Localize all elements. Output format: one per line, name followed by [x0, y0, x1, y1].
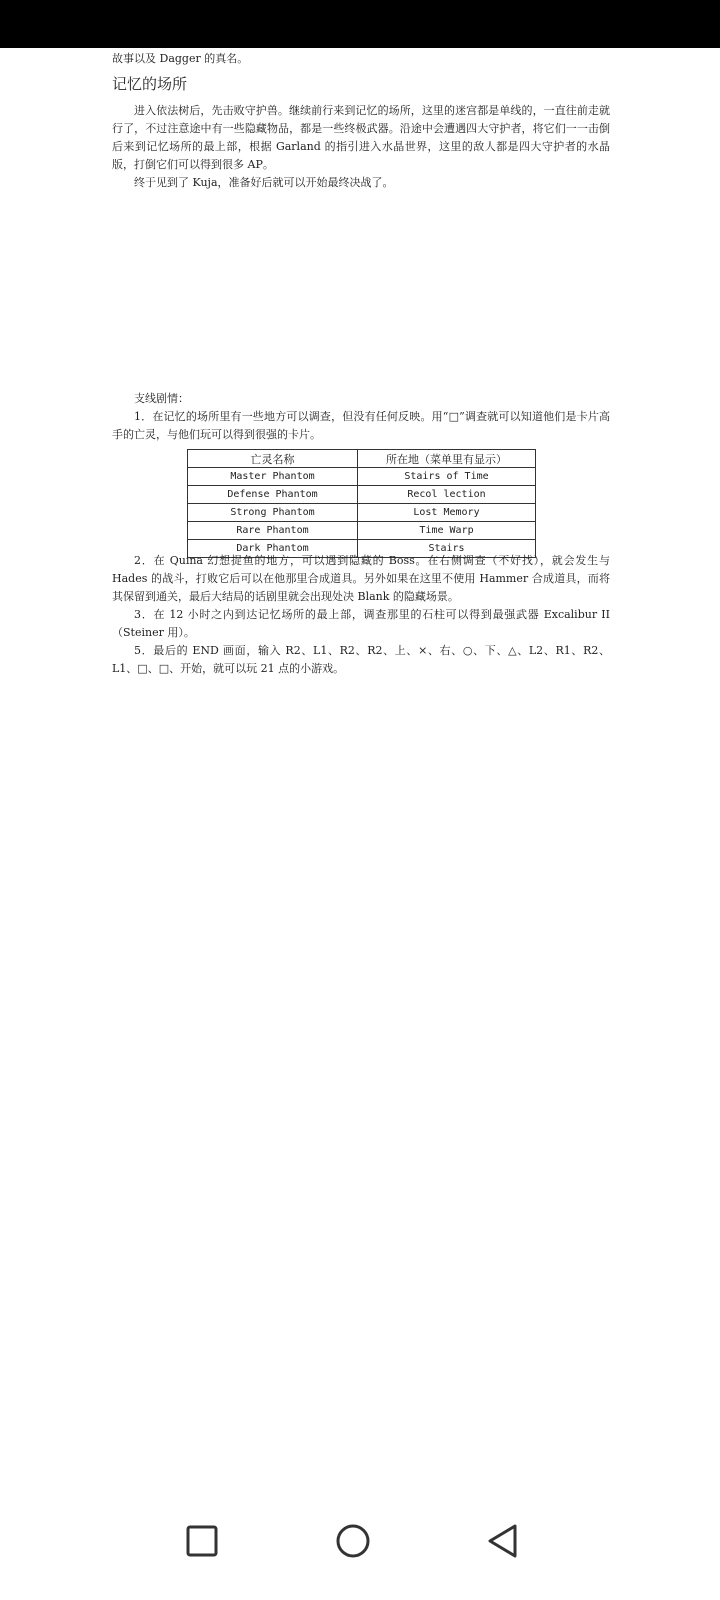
table-row — [188, 522, 536, 540]
recents-button[interactable] — [182, 1521, 222, 1561]
square-icon — [185, 1524, 219, 1558]
table-cell: Time Warp — [358, 522, 536, 540]
home-button[interactable] — [333, 1521, 373, 1561]
side-items-continued — [112, 552, 610, 678]
table-cell: Strong Phantom — [188, 504, 358, 522]
side-item-3: 3．在 12 小时之内到达记忆场所的最上部，调查那里的石柱可以得到最强武器 Excalibur II（Steiner 用）。 — [112, 608, 610, 639]
table-cell: Lost Memory — [358, 504, 536, 522]
table-cell: Dark Phantom — [188, 540, 358, 558]
side-item-2: 2．在 Quina 幻想捉鱼的地方，可以遇到隐藏的 Boss。在右侧调查（不好找），就会发生与 Hades 的战斗，打败它后可以在他那里合成道具。另外如果在这里不使用 Hammer 合成道具，而将其保留到通关，最后大结局的话剧里就会出现处决 Blank 的隐藏场景。 — [112, 554, 610, 603]
table-header-row — [188, 450, 536, 468]
side-item-1: 1．在记忆的场所里有一些地方可以调查，但没有任何反映。用“□”调查就可以知道他们是卡片高手的亡灵，与他们玩可以得到很强的卡片。 — [112, 410, 610, 441]
table-cell: Stairs of Time — [358, 468, 536, 486]
table-row — [188, 504, 536, 522]
table-cell: Master Phantom — [188, 468, 358, 486]
paragraph-1: 进入依法树后，先击败守护兽。继续前行来到记忆的场所，这里的迷宫都是单线的，一直往前走就行了，不过注意途中有一些隐藏物品，都是一些终极武器。沿途中会遭遇四大守护者，将它们一一击倒后来到记忆场所的最上部，根据 Garland 的指引进入水晶世界，这里的敌人都是四大守护者的水晶版，打倒它们可以得到很多 AP。 — [112, 104, 610, 171]
triangle-back-icon — [485, 1523, 519, 1559]
navigation-bar — [0, 1495, 720, 1600]
back-button[interactable] — [482, 1521, 522, 1561]
phantom-table — [187, 449, 536, 558]
table-header-name: 亡灵名称 — [188, 450, 358, 468]
side-story-title: 支线剧情： — [134, 392, 189, 405]
section-body — [112, 102, 610, 192]
table-cell: Stairs — [358, 540, 536, 558]
table-cell: Rare Phantom — [188, 522, 358, 540]
table-header-location: 所在地（菜单里有显示） — [358, 450, 536, 468]
top-line-text: 故事以及 Dagger 的真名。 — [112, 52, 249, 65]
side-story-block — [112, 390, 610, 444]
paragraph-2: 终于见到了 Kuja，准备好后就可以开始最终决战了。 — [134, 176, 394, 189]
table-row — [188, 486, 536, 504]
table-row — [188, 468, 536, 486]
table-cell: Recol lection — [358, 486, 536, 504]
side-item-5: 5．最后的 END 画面，输入 R2、L1、R2、R2、上、×、右、○、下、△、L2、R1、R2、L1、□、□、开始，就可以玩 21 点的小游戏。 — [112, 644, 610, 675]
section-heading: 记忆的场所 — [112, 75, 188, 93]
table-cell: Defense Phantom — [188, 486, 358, 504]
circle-icon — [335, 1523, 371, 1559]
status-bar — [0, 0, 720, 48]
